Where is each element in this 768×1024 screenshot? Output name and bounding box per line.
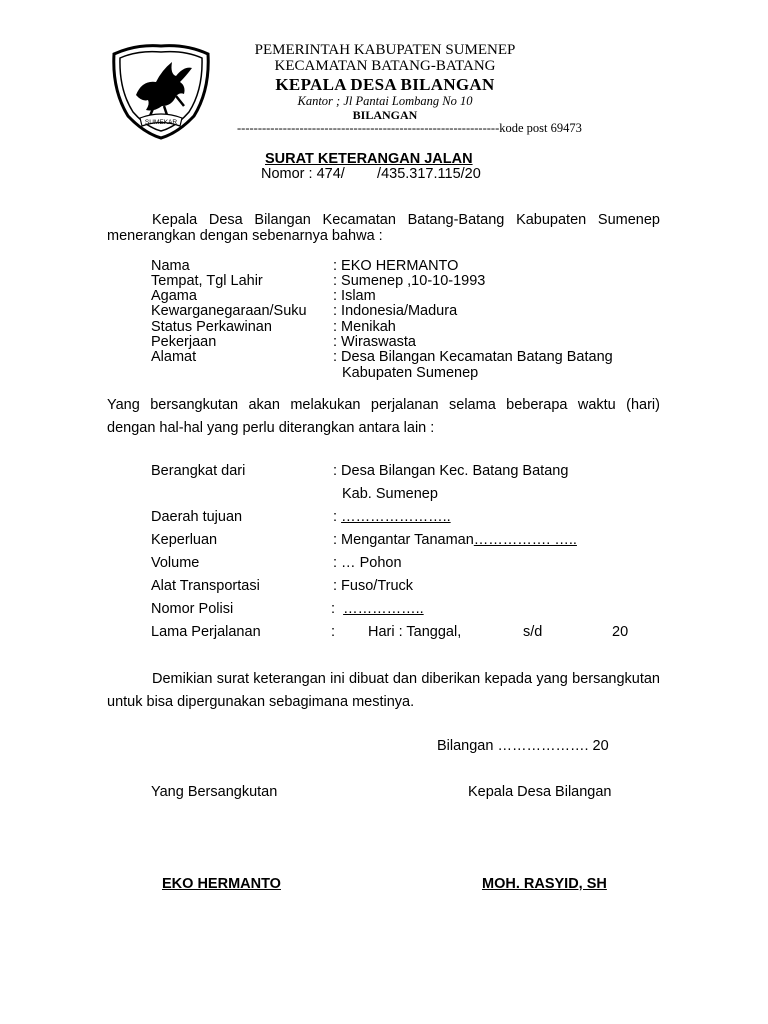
letter-title: SURAT KETERANGAN JALAN (265, 151, 473, 167)
identity-label: Alamat (151, 349, 197, 365)
identity-label: Nama (151, 258, 190, 274)
blank-field: …………….. (343, 601, 424, 617)
header-address: Kantor ; Jl Pantai Lombang No 10 (297, 94, 473, 108)
identity-label: Kewarganegaraan/Suku (151, 303, 307, 319)
identity-value: : Indonesia/Madura (333, 303, 458, 319)
blank-field: ……………. ….. (473, 532, 577, 548)
header-office: KEPALA DESA BILANGAN (275, 75, 495, 94)
travel-sd: s/d (523, 624, 543, 640)
signature-left-name: EKO HERMANTO (162, 876, 281, 892)
signature-left-title: Yang Bersangkutan (151, 784, 278, 800)
travel-label: Daerah tujuan (151, 509, 243, 525)
header-district: KECAMATAN BATANG-BATANG (274, 58, 496, 74)
identity-value: : Menikah (333, 319, 396, 335)
travel-value: : Desa Bilangan Kec. Batang Batang (333, 463, 569, 479)
travel-year: 20 (612, 624, 629, 640)
header-village: BILANGAN (352, 108, 418, 122)
closing-paragraph: Demikian surat keterangan ini dibuat dan diberikan kepada yang bersangkutan untuk bisa dipergunakan sebagimana mestinya. (107, 671, 660, 710)
identity-value: : Desa Bilangan Kecamatan Batang Batang (333, 349, 613, 365)
travel-label: Alat Transportasi (151, 578, 260, 594)
svg-text:SUMEKAR: SUMEKAR (144, 119, 178, 126)
header-government: PEMERINTAH KABUPATEN SUMENEP (254, 42, 516, 58)
regency-emblem-logo (106, 40, 216, 140)
blank-field: ………………….. (341, 509, 451, 525)
intro-paragraph: Kepala Desa Bilangan Kecamatan Batang-Batang Kabupaten Sumenep menerangkan dengan sebenarnya bahwa : (107, 212, 660, 244)
travel-value: : …………….. (331, 601, 424, 617)
identity-label: Agama (151, 288, 197, 304)
identity-value: : Islam (333, 288, 376, 304)
header-postcode-line: ---------------------------------------------------------------kode post 69473 (237, 121, 582, 135)
place-date: Bilangan ………………. 20 (437, 738, 609, 754)
identity-value: : Wiraswasta (333, 334, 416, 350)
signature-right-name: MOH. RASYID, SH (482, 876, 607, 892)
letter-number: Nomor : 474/ /435.317.115/20 (261, 166, 481, 182)
identity-label: Pekerjaan (151, 334, 217, 350)
travel-label: Berangkat dari (151, 463, 246, 479)
travel-label: Volume (151, 555, 200, 571)
travel-value: : ………………….. (333, 509, 451, 525)
identity-value: : EKO HERMANTO (333, 258, 459, 274)
travel-label: Keperluan (151, 532, 218, 548)
travel-label: Nomor Polisi (151, 601, 234, 617)
identity-value: : Sumenep ,10-10-1993 (333, 273, 486, 289)
travel-value-continued: Kab. Sumenep (342, 486, 438, 502)
travel-label: Lama Perjalanan (151, 624, 261, 640)
travel-value: : Fuso/Truck (333, 578, 414, 594)
identity-label: Status Perkawinan (151, 319, 272, 335)
travel-value: : Mengantar Tanaman……………. ….. (333, 532, 577, 548)
signature-right-title: Kepala Desa Bilangan (468, 784, 612, 800)
travel-hari: Hari : Tanggal, (368, 624, 462, 640)
identity-label: Tempat, Tgl Lahir (151, 273, 263, 289)
travel-colon: : (331, 624, 336, 640)
identity-value-continued: Kabupaten Sumenep (342, 365, 479, 381)
travel-value: : … Pohon (333, 555, 402, 571)
travel-intro-paragraph: Yang bersangkutan akan melakukan perjalanan selama beberapa waktu (hari) dengan hal-hal yang perlu diterangkan antara lain : (107, 397, 660, 436)
